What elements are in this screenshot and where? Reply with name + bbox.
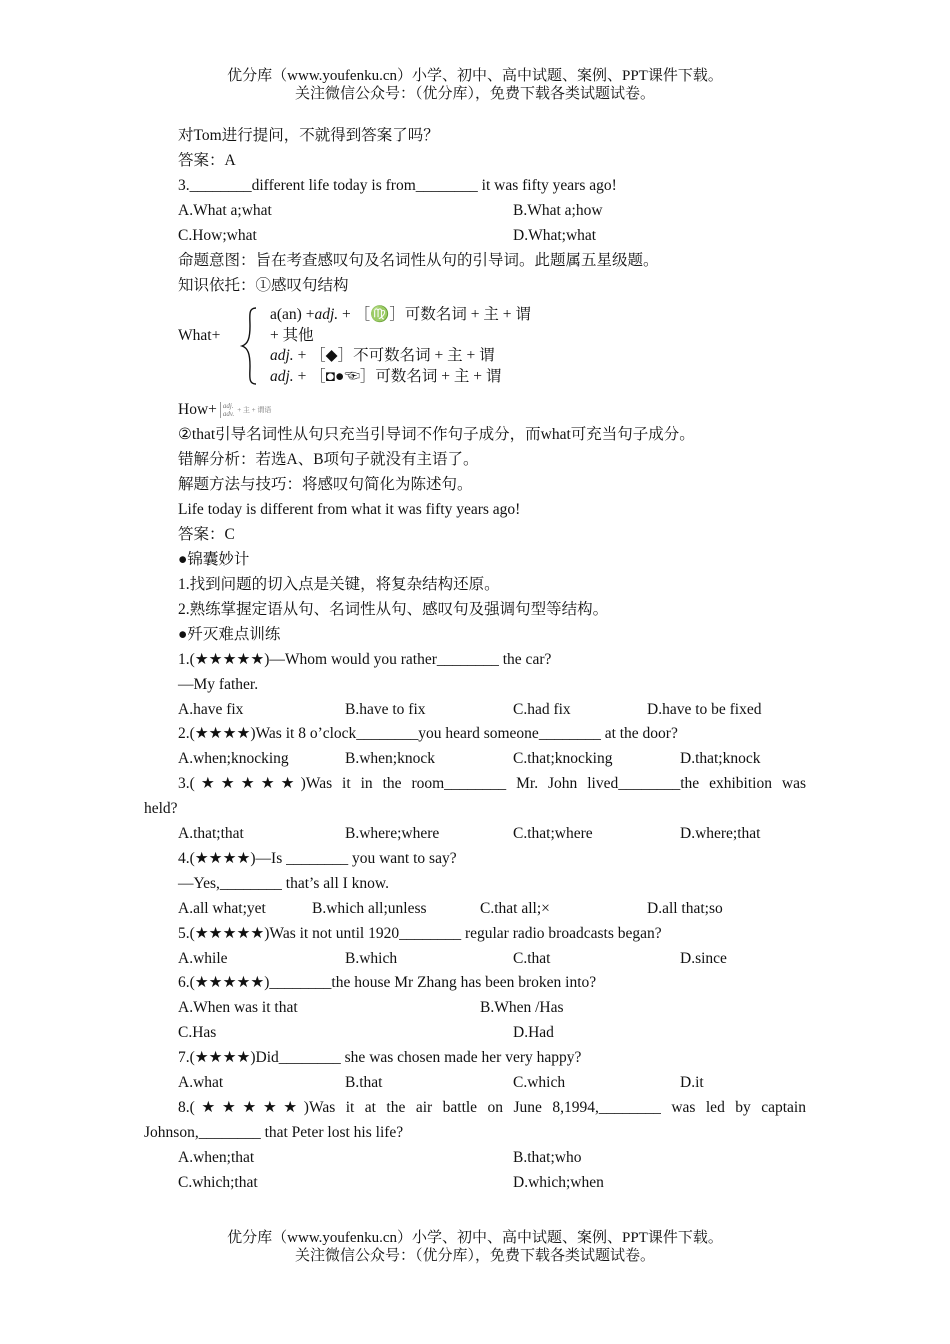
how-label: How+ — [178, 401, 217, 418]
what-structure-line-4: adj. + ［◘●☜］可数名词 + 主 + 谓 — [270, 368, 502, 385]
example-question: 3.________different life today is from________ it was fifty years ago! — [178, 177, 617, 194]
q3-option-c: C.that;where — [513, 825, 593, 842]
training-title: ●歼灭难点训练 — [178, 626, 281, 643]
question-3-line-1: 3.(★★★★★)Was it in the room________ Mr. John lived________the exhibition was — [178, 775, 806, 792]
q7-option-a: A.what — [178, 1074, 224, 1091]
error-analysis: 错解分析：若选A、B项句子就没有主语了。 — [178, 451, 479, 468]
q1-option-c: C.had fix — [513, 701, 571, 718]
question-7: 7.(★★★★)Did________ she was chosen made her very happy? — [178, 1049, 582, 1066]
question-6: 6.(★★★★★)________the house Mr Zhang has been broken into? — [178, 974, 597, 991]
example-option-c: C.How;what — [178, 227, 257, 244]
q5-option-d: D.since — [680, 950, 727, 967]
tips-title: ●锦囊妙计 — [178, 551, 250, 568]
footer-line-1: 优分库（www.youfenku.cn）小学、初中、高中试题、案例、PPT课件下载。 — [227, 1230, 723, 1246]
how-adv: adv. — [222, 410, 235, 418]
curly-brace-icon — [238, 306, 262, 386]
q6-option-d: D.Had — [513, 1024, 554, 1041]
question-8-line-2: Johnson,________ that Peter lost his life? — [144, 1124, 404, 1141]
question-8-line-1: 8.(★★★★★)Was it at the air battle on June 8,1994,________ was led by captain — [178, 1099, 806, 1116]
intro-answer: 答案：A — [178, 152, 236, 169]
q7-option-b: B.that — [345, 1074, 383, 1091]
q8-option-b: B.that;who — [513, 1149, 582, 1166]
q1-option-d: D.have to be fixed — [647, 701, 762, 718]
example-option-a: A.What a;what — [178, 202, 272, 219]
q4-option-c: C.that all;× — [480, 900, 550, 917]
q5-option-c: C.that — [513, 950, 551, 967]
question-1: 1.(★★★★★)—Whom would you rather________ the car? — [178, 651, 552, 668]
question-2: 2.(★★★★)Was it 8 o’clock________you heard someone________ at the door? — [178, 725, 678, 742]
example-answer: 答案：C — [178, 526, 235, 543]
question-1-reply: —My father. — [178, 676, 259, 693]
q4-option-a: A.all what;yet — [178, 900, 266, 917]
how-adj: adj. — [222, 402, 234, 410]
page-footer — [0, 1229, 950, 1265]
tip-two: 2.熟练掌握定语从句、名词性从句、感叹句及强调句型等结构。 — [178, 601, 609, 618]
header-line-2: 关注微信公众号：（优分库），免费下载各类试题试卷。 — [294, 86, 655, 102]
q5-option-b: B.which — [345, 950, 398, 967]
q4-option-d: D.all that;so — [647, 900, 723, 917]
how-structure — [178, 401, 271, 419]
question-4-reply: —Yes,________ that’s all I know. — [178, 875, 389, 892]
basis-text: 知识依托：①感叹句结构 — [178, 277, 349, 294]
q7-option-d: D.it — [680, 1074, 704, 1091]
how-formula — [220, 402, 272, 418]
how-tail: + 主 + 谓语 — [237, 406, 272, 414]
rule-two: ②that引导名词性从句只充当引导词不作句子成分，而what可充当句子成分。 — [178, 426, 695, 443]
footer-line-2: 关注微信公众号：（优分库），免费下载各类试题试卷。 — [294, 1248, 655, 1264]
what-structure-line-2: + 其他 — [270, 327, 314, 344]
page-header — [0, 67, 950, 103]
q2-option-b: B.when;knock — [345, 750, 435, 767]
q8-option-a: A.when;that — [178, 1149, 255, 1166]
question-5: 5.(★★★★★)Was it not until 1920________ regular radio broadcasts began? — [178, 925, 662, 942]
q8-option-c: C.which;that — [178, 1174, 258, 1191]
q8-option-d: D.which;when — [513, 1174, 604, 1191]
q1-option-a: A.have fix — [178, 701, 244, 718]
q1-option-b: B.have to fix — [345, 701, 426, 718]
q6-option-b: B.When /Has — [480, 999, 564, 1016]
q6-option-c: C.Has — [178, 1024, 217, 1041]
q5-option-a: A.while — [178, 950, 228, 967]
q6-option-a: A.When was it that — [178, 999, 298, 1016]
q2-option-c: C.that;knocking — [513, 750, 613, 767]
method-text: 解题方法与技巧：将感叹句简化为陈述句。 — [178, 476, 473, 493]
example-sentence: Life today is different from what it was fifty years ago! — [178, 501, 521, 518]
q3-option-a: A.that;that — [178, 825, 244, 842]
tip-one: 1.找到问题的切入点是关键，将复杂结构还原。 — [178, 576, 500, 593]
q2-option-a: A.when;knocking — [178, 750, 289, 767]
q3-option-b: B.where;where — [345, 825, 440, 842]
header-line-1: 优分库（www.youfenku.cn）小学、初中、高中试题、案例、PPT课件下载。 — [227, 68, 723, 84]
q3-option-d: D.where;that — [680, 825, 761, 842]
intent-text: 命题意图：旨在考查感叹句及名词性从句的引导词。此题属五星级题。 — [178, 252, 659, 269]
what-structure-line-3: adj. + ［◆］不可数名词 + 主 + 谓 — [270, 347, 495, 364]
question-3-line-2: held? — [144, 800, 178, 817]
q4-option-b: B.which all;unless — [312, 900, 427, 917]
q2-option-d: D.that;knock — [680, 750, 761, 767]
question-4: 4.(★★★★)—Is ________ you want to say? — [178, 850, 457, 867]
example-option-b: B.What a;how — [513, 202, 603, 219]
what-label: What+ — [178, 327, 221, 344]
what-structure-line-1: a(an) +adj. + ［♍］可数名词 + 主 + 谓 — [270, 306, 531, 323]
intro-text: 对Tom进行提问，不就得到答案了吗？ — [178, 127, 439, 144]
example-option-d: D.What;what — [513, 227, 597, 244]
q7-option-c: C.which — [513, 1074, 566, 1091]
